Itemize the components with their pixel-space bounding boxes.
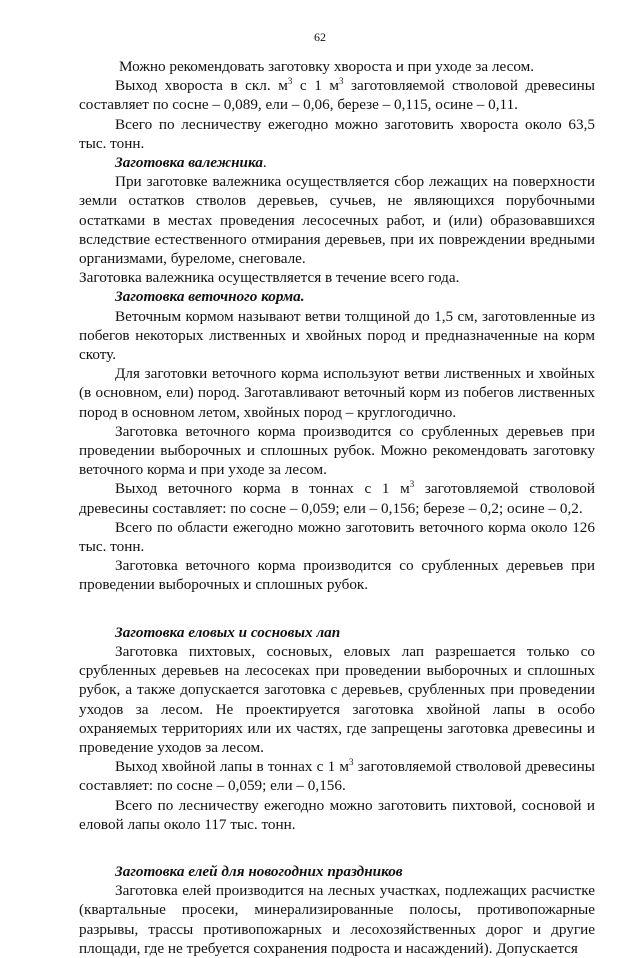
section-heading: Заготовка еловых и сосновых лап <box>115 623 341 641</box>
paragraph-text: заготовляемой стволовой древесины составляет: по сосне – 0,059; ели – 0,156. <box>79 758 596 795</box>
paragraph: Можно рекомендовать заготовку хвороста и при уходе за лесом. <box>119 58 535 75</box>
paragraph-text: с 1 м <box>292 77 339 95</box>
paragraph: Всего по лесничеству ежегодно можно заготовить хвороста около 63,5 тыс. тонн. <box>79 115 595 152</box>
paragraph-text: Выход веточного корма в тоннах с 1 м <box>115 480 410 498</box>
section-heading: Заготовка елей для новогодних праздников <box>115 862 403 880</box>
paragraph <box>79 479 595 517</box>
paragraph: При заготовке валежника осуществляется сбор лежащих на поверхности земли остатков стволов деревьев, сучьев, не являющихся порубочными остатками в местах проведения лесосечных работ, и (или) образовавшихся вследствие естественного отмирания деревьев, при их повреждении вредными организмами, буреломе, снеговале. <box>79 173 595 268</box>
paragraph <box>79 757 595 795</box>
paragraph: Заготовка елей производится на лесных участках, подлежащих расчистке (квартальные просеки, минерализированные полосы, противопожарные разрывы, трассы противопожарных и лесохозяйственных дорог и другие площади, где не требуется сохранения подроста и насаждений). Допускается <box>79 882 595 957</box>
section-heading <box>79 153 595 172</box>
document-body <box>79 57 595 958</box>
paragraph: Всего по лесничеству ежегодно можно заготовить пихтовой, сосновой и еловой лапы около 117 тыс. тонн. <box>79 796 595 833</box>
paragraph-text: заготовляемой стволовой древесины составляет: по сосне – 0,059; ели – 0,156; березе – 0,2; осине – 0,2. <box>79 480 595 517</box>
section-heading: Заготовка веточного корма. <box>115 288 305 306</box>
superscript: 3 <box>349 757 354 768</box>
superscript: 3 <box>287 76 293 87</box>
superscript: 3 <box>338 76 344 87</box>
paragraph <box>79 76 595 114</box>
paragraph: Всего по области ежегодно можно заготовить веточного корма около 126 тыс. тонн. <box>79 518 595 556</box>
paragraph: Заготовка веточного корма производится со срубленных деревьев при проведении выборочных и сплошных рубок. <box>79 557 595 594</box>
paragraph-text: Выход хвороста в скл. м <box>115 77 288 95</box>
spacer <box>79 614 595 623</box>
paragraph: Заготовка веточного корма производится со срубленных деревьев при проведении выборочных и сплошных рубок. Можно рекомендовать заготовку веточного корма и при уходе за лесом. <box>79 422 595 479</box>
page-number: 62 <box>314 30 326 44</box>
paragraph: Для заготовки веточного корма используют ветви лиственных и хвойных (в основном, ели) пород. Заготавливают веточный корм из побегов лиственных пород в основном летом, хвойных пород – круглогодично. <box>79 365 595 421</box>
paragraph: Заготовка валежника осуществляется в течение всего года. <box>79 269 460 287</box>
paragraph: Заготовка пихтовых, сосновых, еловых лап разрешается только со срубленных деревьев на лесосеках при проведении выборочных и сплошных рубок, а также допускается заготовка с деревьев, срубленных при проведении уходов за лесом. Не проектируется заготовка хвойной лапы в особо охраняемых территориях или их частях, где запрещены заготовка древесины и проведение уходов за лесом. <box>79 642 595 756</box>
spacer <box>79 853 595 862</box>
spacer <box>79 595 595 614</box>
superscript: 3 <box>409 479 415 490</box>
paragraph-text: Выход хвойной лапы в тоннах с 1 м <box>115 758 350 776</box>
paragraph-text: заготовляемой стволовой древесины составляет по сосне – 0,089, ели – 0,06, березе – 0,115, осине – 0,11. <box>79 77 595 114</box>
heading-text: Заготовка валежника <box>115 154 263 172</box>
heading-tail: . <box>262 154 267 172</box>
spacer <box>79 834 595 853</box>
paragraph: Веточным кормом называют ветви толщиной до 1,5 см, заготовленные из побегов некоторых лиственных и хвойных пород и предназначенные на корм скоту. <box>79 307 595 364</box>
